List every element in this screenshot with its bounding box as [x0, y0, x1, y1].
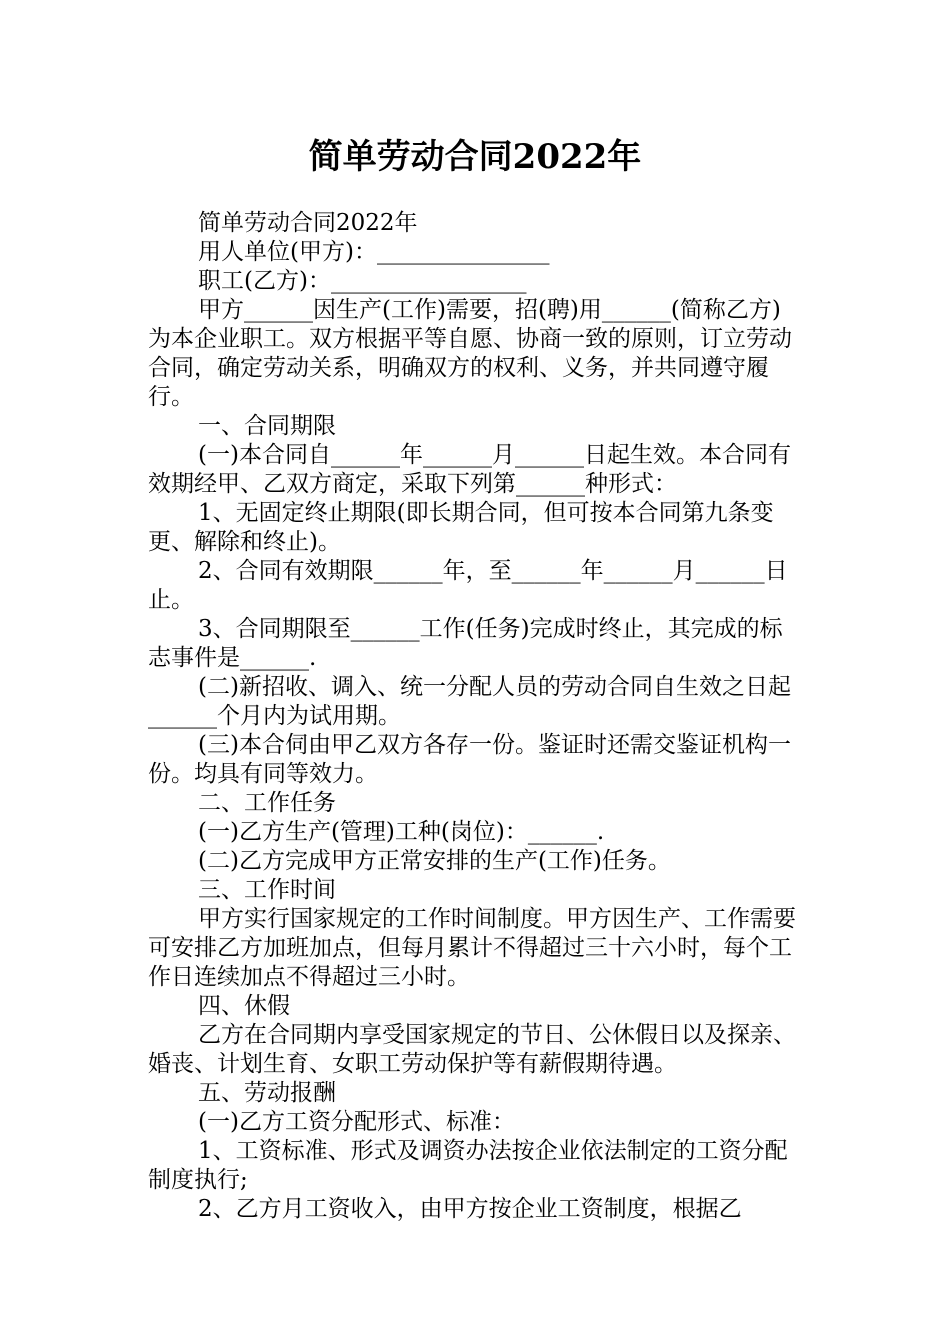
paragraph-term-option-1: 1、无固定终止期限(即长期合同，但可按本合同第九条变更、解除和终止)。 [148, 500, 774, 555]
paragraph-copies: (三)本合伺由甲乙双方各存一份。鉴证时还需交鉴证机构一份。均具有同等效力。 [148, 732, 791, 787]
section-heading-term: 一、合同期限 [198, 413, 336, 439]
section-heading-hours: 三、工作时间 [198, 877, 336, 903]
paragraph-leave: 乙方在合同期内享受国家规定的节日、公休假日以及探亲、婚丧、计划生育、女职工劳动保护等有薪假期待遇。 [148, 1022, 796, 1077]
paragraph-term-option-2: 2、合同有效期限______年，至______年______月______日止。 [148, 558, 788, 613]
paragraph-tasks-1: (一)乙方生产(管理)工种(岗位)：______. [198, 819, 605, 845]
paragraph-employer: 用人单位(甲方)：_______________ [198, 239, 550, 265]
paragraph-hours: 甲方实行国家规定的工作时间制度。甲方因生产、工作需要可安排乙方加班加点，但每月累计不得超过三十六小时，每个工作日连续加点不得超过三小时。 [148, 906, 796, 990]
paragraph-pay-monthly: 2、乙方月工资收入，由甲方按企业工资制度，根据乙 [198, 1196, 742, 1222]
paragraph-pay-1: (一)乙方工资分配形式、标准： [198, 1109, 515, 1135]
section-heading-leave: 四、休假 [198, 993, 290, 1019]
paragraph-employee: 职工(乙方)：_________________ [198, 268, 527, 294]
paragraph-term-option-3: 3、合同期限至______工作(任务)完成时终止，其完成的标志事件是______. [148, 616, 783, 671]
document-body [148, 209, 800, 1224]
paragraph-probation: (二)新招收、调入、统一分配人员的劳动合同自生效之日起______个月内为试用期。 [148, 674, 791, 729]
paragraph-pay-standard: 1、工资标准、形式及调资办法按企业依法制定的工资分配制度执行; [148, 1138, 788, 1193]
document-title: 简单劳动合同2022年 [308, 137, 642, 177]
paragraph-term-1: (一)本合同自______年______月______日起生效。本合同有效期经甲、乙双方商定，采取下列第______种形式： [148, 442, 791, 497]
section-heading-pay: 五、劳动报酬 [198, 1080, 336, 1106]
paragraph-preamble: 甲方______因生产(工作)需要，招(聘)用______(简称乙方)为本企业职工。双方根据平等自愿、协商一致的原则，订立劳动合同，确定劳动关系，明确双方的权利、义务，并共同遵守履行。 [148, 297, 792, 410]
section-heading-tasks: 二、工作任务 [198, 790, 336, 816]
paragraph-tasks-2: (二)乙方完成甲方正常安排的生产(工作)任务。 [198, 848, 671, 874]
paragraph-heading-repeat: 简单劳动合同2022年 [198, 210, 418, 236]
